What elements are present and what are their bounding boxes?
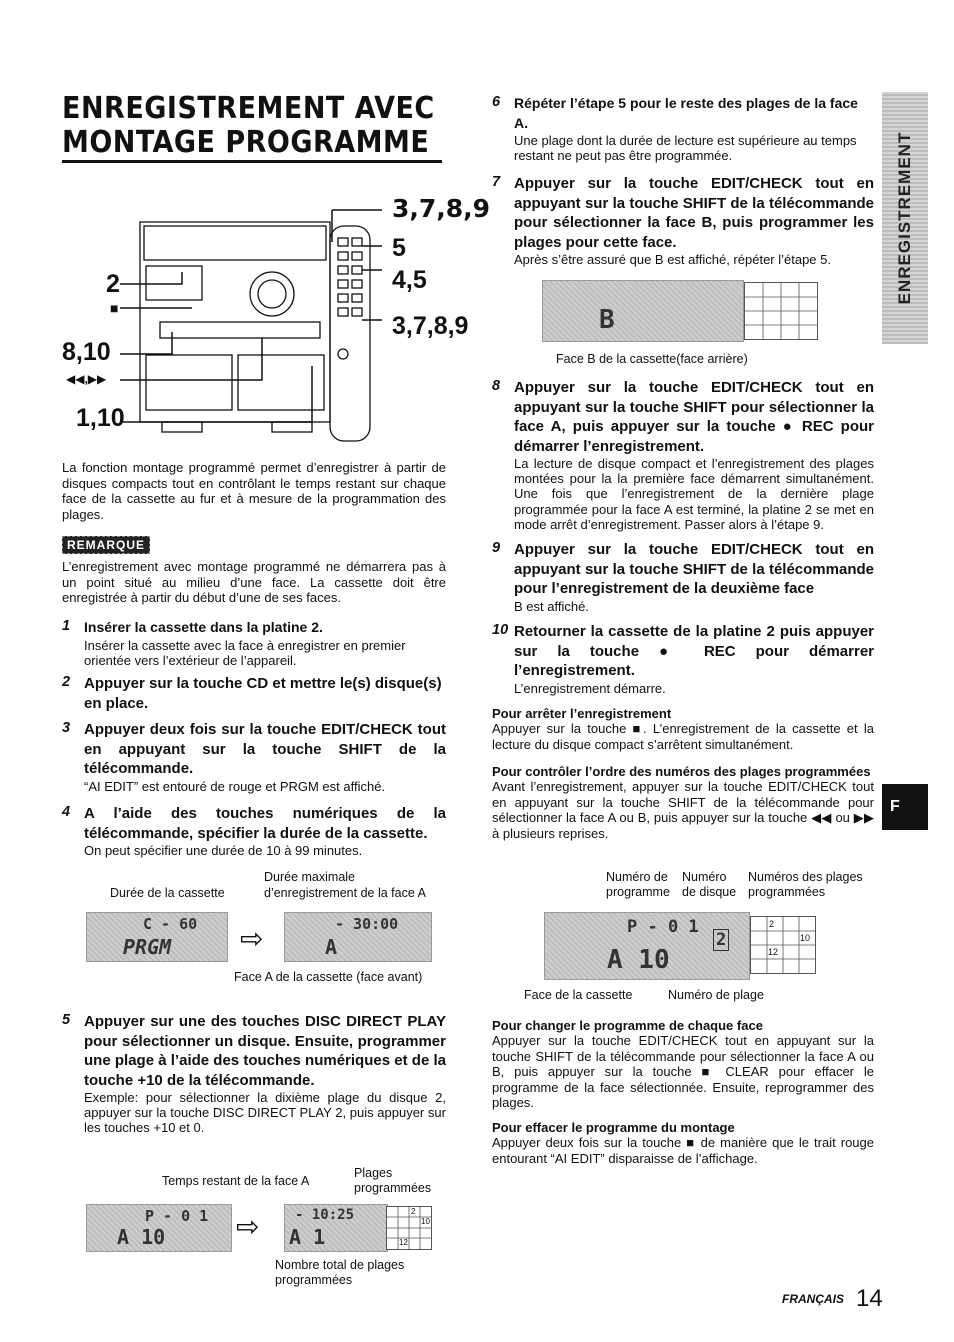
grid-lines xyxy=(387,1207,431,1249)
grid-cell: 12 xyxy=(768,947,779,957)
section-body: Appuyer deux fois sur la touche ■ de manière que le trait rouge entourant “AI EDIT” disparaisse de l’affichage. xyxy=(492,1135,874,1166)
figure-label-5: 2 xyxy=(106,270,120,298)
lcd-text: A 10 xyxy=(607,945,670,975)
caption-line: programme xyxy=(606,885,670,899)
step-7 xyxy=(492,174,874,267)
step-body: On peut spécifier une durée de 10 à 99 minutes. xyxy=(84,843,363,858)
step-heading: Insérer la cassette dans la platine 2. xyxy=(84,619,323,635)
step-number: 6 xyxy=(492,94,501,110)
arrow-right-icon: ⇨ xyxy=(236,1211,260,1242)
step-number: 9 xyxy=(492,540,501,556)
step-heading: Appuyer deux fois sur la touche EDIT/CHECK tout en appuyant sur la touche SHIFT de la télécommande. xyxy=(84,721,446,777)
lcd-text: P - 0 1 xyxy=(145,1207,209,1225)
caption-face-a: Face A de la cassette (face avant) xyxy=(234,970,423,984)
caption-line: Numéro xyxy=(682,870,727,884)
page-number: 14 xyxy=(856,1285,883,1312)
caption-face-b: Face B de la cassette(face arrière) xyxy=(556,352,748,366)
step-heading: Appuyer sur la touche CD et mettre le(s) disque(s) en place. xyxy=(84,675,442,712)
figure-label-2: 5 xyxy=(392,234,406,262)
section-heading: Pour contrôler l’ordre des numéros des plages programmées xyxy=(492,764,871,779)
lcd-text: PRGM xyxy=(123,935,172,959)
step-heading: Appuyer sur la touche EDIT/CHECK tout en appuyant sur la touche SHIFT de la télécommande pour l’enregistrement de la deuxième face xyxy=(514,541,874,597)
step-number: 1 xyxy=(62,618,71,634)
step-number: 2 xyxy=(62,674,71,690)
figure-label-6: ■ xyxy=(110,300,119,316)
caption-line: de disque xyxy=(682,885,737,899)
program-grid xyxy=(750,916,816,974)
step-heading: Appuyer sur la touche EDIT/CHECK tout en appuyant sur la touche SHIFT de la télécommande pour sélectionner la face B, puis programmer les plages pour cette face. xyxy=(514,175,874,251)
step-body: Une plage dont la durée de lecture est supérieure au temps restant ne peut pas être programmée. xyxy=(514,133,857,164)
step-heading: Appuyer sur une des touches DISC DIRECT PLAY pour sélectionner un disque. Ensuite, programmer une plage à l’aide des touches numériques et de la touche +10 de la télécommande. xyxy=(84,1013,446,1089)
lcd-display-face-a xyxy=(284,912,432,962)
remarque-label: REMARQUE xyxy=(62,536,150,554)
lcd-text: 2 xyxy=(713,929,729,951)
lcd-text: P - 0 1 xyxy=(627,917,699,937)
step-body: La lecture de disque compact et l’enregistrement des plages montées pour la la première face démarrent simultanément. Une fois que l’enregistrement de la dernière plage programmée pour la face A est terminé, la platine 2 se met en mode arrêt d’enregistrement. Passer alors à l’étape 9. xyxy=(514,456,874,532)
remarque-block xyxy=(62,536,446,606)
figure-label-4: 3,7,8,9 xyxy=(392,312,469,340)
caption-plages xyxy=(354,1166,431,1196)
caption-line: Numéro de xyxy=(606,870,668,884)
lcd-display-duree xyxy=(86,912,228,962)
section-heading: Pour changer le programme de chaque face xyxy=(492,1018,763,1033)
caption-duree-max xyxy=(264,870,355,885)
section-body: Avant l’enregistrement, appuyer sur la touche EDIT/CHECK tout en appuyant sur la touche SHIFT de la télécommande pour sélectionner la face A ou B, puis appuyer sur la touche ◀◀ ou ▶▶ à plusieurs reprises. xyxy=(492,779,874,841)
page-title xyxy=(62,92,442,160)
figure-label-9: 1,10 xyxy=(76,404,125,432)
caption-numero-programme xyxy=(606,870,670,900)
caption-line: Numéros des plages xyxy=(748,870,863,884)
step-number: 10 xyxy=(492,622,509,638)
caption-temps-restant: Temps restant de la face A xyxy=(162,1174,310,1188)
step-3 xyxy=(62,720,446,794)
step-number: 7 xyxy=(492,174,501,190)
language-tab xyxy=(882,784,928,830)
step-9 xyxy=(492,540,874,614)
step-2 xyxy=(62,674,446,713)
caption-line: Plages xyxy=(354,1166,393,1180)
lcd-text: - 10:25 xyxy=(295,1207,355,1223)
caption-total-plages xyxy=(275,1258,404,1288)
step-8 xyxy=(492,378,874,532)
caption-line: Durée maximale xyxy=(264,870,356,884)
grid-lines xyxy=(745,283,817,339)
figure-label-7: 8,10 xyxy=(62,338,111,366)
caption-numero-disque xyxy=(682,870,736,900)
caption-line: programmées xyxy=(748,885,826,899)
lcd-text: C - 60 xyxy=(143,915,198,933)
grid-cell: 2 xyxy=(411,1207,416,1216)
lcd-display-face-b xyxy=(542,280,744,342)
caption-face-cassette: Face de la cassette xyxy=(524,988,633,1002)
step-body: Après s’être assuré que B est affiché, répéter l’étape 5. xyxy=(514,252,831,267)
step-number: 4 xyxy=(62,804,71,820)
lcd-text: A 10 xyxy=(117,1225,166,1249)
lcd-display-controle xyxy=(544,912,750,980)
grid-cell: 10 xyxy=(421,1217,430,1226)
program-grid xyxy=(744,282,818,340)
section-heading: Pour effacer le programme du montage xyxy=(492,1120,735,1135)
title-line-2: MONTAGE PROGRAMME xyxy=(62,125,430,160)
grid-lines xyxy=(751,917,815,973)
caption-duree-cassette: Durée de la cassette xyxy=(110,886,225,900)
footer-language: FRANÇAIS xyxy=(782,1292,844,1306)
side-tab-label: ENREGISTREMENT xyxy=(895,131,914,305)
step-body: L’enregistrement démarre. xyxy=(514,680,666,696)
step-4 xyxy=(62,804,446,858)
section-effacer xyxy=(492,1120,874,1166)
step-heading: Appuyer sur la touche EDIT/CHECK tout en appuyant sur la touche SHIFT pour sélectionner la face A, puis appuyer sur la touche ● REC pour démarrer l’enregistrement. xyxy=(514,379,874,455)
section-arreter xyxy=(492,706,874,752)
arrow-right-icon: ⇨ xyxy=(240,923,264,954)
caption-numeros-plages xyxy=(748,870,863,900)
figure-label-1: 3,7,8,9 xyxy=(392,194,491,223)
intro-text: La fonction montage programmé permet d’enregistrer à partir de disques compacts tout en contrôlant le temps restant sur chaque face de la cassette au fur et à mesure de la programmation des plages. xyxy=(62,460,446,522)
title-line-1: ENREGISTREMENT AVEC xyxy=(62,91,435,126)
step-1 xyxy=(62,618,446,668)
step-5 xyxy=(62,1012,446,1136)
program-grid xyxy=(386,1206,432,1250)
step-heading: A l’aide des touches numériques de la télécommande, spécifier la durée de la cassette. xyxy=(84,805,446,842)
device-figure xyxy=(62,190,491,455)
figure-label-3: 4,5 xyxy=(392,266,427,294)
lcd-display-restant xyxy=(284,1204,388,1252)
step-body: Exemple: pour sélectionner la dixième plage du disque 2, appuyer sur la touche DISC DIRECT PLAY 2, puis appuyer sur les touches +10 et 0. xyxy=(84,1090,446,1136)
remarque-text: L’enregistrement avec montage programmé ne démarrera pas à un point situé au milieu d’une face. La cassette doit être enregistrée à partir du début d’une de ses faces. xyxy=(62,559,446,606)
caption-numero-plage: Numéro de plage xyxy=(668,988,764,1002)
step-heading: Retourner la cassette de la platine 2 puis appuyer sur la touche ● REC pour démarrer l’enregistrement. xyxy=(514,623,874,679)
caption-line: programmées xyxy=(275,1273,353,1287)
step-body: B est affiché. xyxy=(514,598,589,614)
step-body: Insérer la cassette avec la face à enregistrer en premier orientée vers l’extérieur de l’appareil. xyxy=(84,637,406,668)
title-underline xyxy=(62,160,442,163)
section-changer xyxy=(492,1018,874,1111)
section-body: Appuyer sur la touche ■. L’enregistrement de la cassette et la lecture du disque compact s’arrêtent simultanément. xyxy=(492,721,874,752)
step-10 xyxy=(492,622,874,696)
grid-cell: 2 xyxy=(769,919,775,929)
lcd-display-plage xyxy=(86,1204,232,1252)
section-controler xyxy=(492,764,874,841)
section-heading: Pour arrêter l’enregistrement xyxy=(492,706,672,721)
step-number: 5 xyxy=(62,1012,71,1028)
lcd-text: B xyxy=(599,305,615,335)
step-number: 3 xyxy=(62,720,71,736)
section-body: Appuyer sur la touche EDIT/CHECK tout en appuyant sur la touche SHIFT de la télécommande pour sélectionner la face A ou B, puis appuyer sur la touche ■ CLEAR pour effacer le programme de la face sélectionnée. Ensuite, reprogrammer des plages. xyxy=(492,1033,874,1111)
step-6 xyxy=(492,94,874,163)
caption-duree-max-2: d’enregistrement de la face A xyxy=(264,886,426,900)
grid-cell: 10 xyxy=(800,933,811,943)
caption-line: programmées xyxy=(354,1181,432,1195)
language-tab-label: F xyxy=(890,798,900,815)
grid-cell: 12 xyxy=(399,1238,408,1247)
step-number: 8 xyxy=(492,378,501,394)
section-side-tab xyxy=(882,92,928,344)
lcd-text: A xyxy=(325,935,338,959)
caption-line: Nombre total de plages xyxy=(275,1258,405,1272)
figure-label-8: ◀◀,▶▶ xyxy=(66,372,107,386)
step-body: “AI EDIT” est entouré de rouge et PRGM est affiché. xyxy=(84,778,386,794)
step-heading: Répéter l’étape 5 pour le reste des plages de la face A. xyxy=(514,95,858,131)
lcd-text: A 1 xyxy=(289,1225,326,1249)
lcd-text: - 30:00 xyxy=(335,915,399,933)
